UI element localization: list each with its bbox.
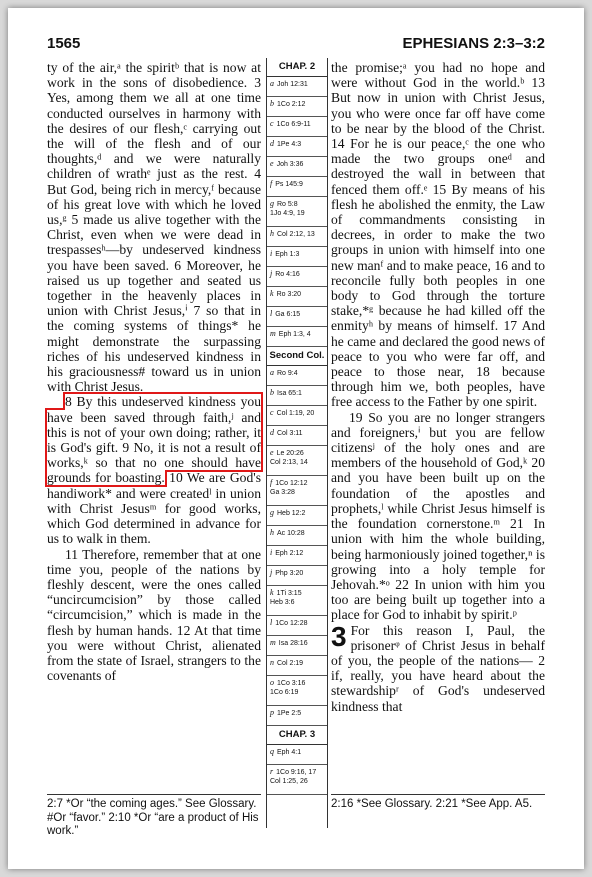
xref-item[interactable] — [267, 706, 327, 726]
xref-reference: Php 3:20 — [275, 570, 304, 577]
xref-letter: j — [270, 568, 273, 577]
xref-letter: m — [270, 638, 276, 647]
xref-item[interactable] — [267, 566, 327, 586]
xref-reference: Isa 28:16 — [278, 640, 308, 647]
bible-page — [8, 8, 584, 869]
xref-item[interactable] — [267, 676, 327, 706]
xref-item[interactable] — [267, 476, 327, 506]
xref-letter: d — [270, 139, 274, 148]
book-chapter-reference: EPHESIANS 2:3–3:2 — [402, 35, 545, 52]
highlighted-passage[interactable]: 8 By this undeserved kindness you have been saved through faith,ʲ and this is not of your own doing; rather, it is God's gift. 9 No, it is not a result of works,ᵏ so that no one should have grounds for boasting. — [47, 394, 261, 486]
footnote-right: 2:16 *See Glossary. 2:21 *See App. A5. — [331, 794, 545, 812]
left-text-column — [47, 60, 261, 683]
xref-reference: Joh 12:31 — [277, 81, 308, 88]
xref-item[interactable] — [267, 745, 327, 765]
xref-reference: Eph 2:12 — [275, 550, 304, 557]
paragraph: 19 So you are no longer strangers and foreigners,ⁱ but you are fellow citizensʲ of the holy ones and are members of the household of God,ᵏ 20 and you have been built up on the foundation of the apostles and prophets,ˡ while Christ Jesus himself is the foundation cornerstone.ᵐ 21 In union with him the whole building, being harmoniously joined together,ⁿ is growing into a holy temple for Jehovah.*ᵒ 22 In union with him you too are being built up together into a place for God to inhabit by spirit.ᵖ — [331, 409, 545, 623]
xref-reference: 1Pe 4:3 — [277, 141, 302, 148]
xref-reference: Col 2:19 — [277, 660, 304, 667]
xref-reference: 1Co 9:16, 17 Col 1:25, 26 — [270, 769, 317, 785]
xref-letter: b — [270, 388, 274, 397]
paragraph: 11 Therefore, remember that at one time you, people of the nations by fleshly descent, were the ones called “uncircumcision” by those called “circumcision,” which is made in the flesh by human hands. 12 At that time you were without Christ, alienated from the state of Israel, strangers to the covenants of — [47, 546, 261, 684]
xref-reference: Ro 5:8 1Jo 4:9, 19 — [270, 201, 305, 217]
xref-letter: e — [270, 159, 274, 168]
xref-reference: 1Ti 3:15 Heb 3:6 — [270, 590, 302, 606]
xref-reference: 1Co 2:12 — [277, 101, 306, 108]
xref-reference: Heb 12:2 — [277, 510, 306, 517]
xref-item[interactable] — [267, 287, 327, 307]
xref-reference: Joh 3:36 — [276, 161, 304, 168]
xref-item[interactable] — [267, 616, 327, 636]
xref-list-chap3 — [267, 745, 327, 795]
xref-letter: k — [270, 588, 274, 597]
xref-item[interactable] — [267, 656, 327, 676]
xref-reference: Ps 145:9 — [275, 181, 303, 188]
xref-item[interactable] — [267, 446, 327, 476]
xref-letter: a — [270, 79, 274, 88]
xref-reference: 1Pe 2:5 — [277, 710, 302, 717]
xref-item[interactable] — [267, 307, 327, 327]
xref-item[interactable] — [267, 267, 327, 287]
xref-item[interactable] — [267, 117, 327, 137]
xref-letter: k — [270, 289, 274, 298]
xref-item[interactable] — [267, 586, 327, 616]
paragraph: the promise;ᵃ you had no hope and were without God in the world.ᵇ 13 But now in union with Christ Jesus, you who were once far off have come to be near by the blood of the Christ. 14 For he is our peace,ᶜ the one who made the two groups oneᵈ and destroyed the wall in between that fenced them off.ᵉ 15 By means of his flesh he abolished the enmity, the Law of commandments consisting in decrees, in order to make the two groups in union with himself into one new manᶠ and to make peace, 16 and to reconcile fully both peoples in one body to God through the torture stake,*ᵍ because he had killed off the enmityʰ by means of himself. 17 And he came and declared the good news of peace to you who were far off, and peace to those near, 18 because through him we, both peoples, have free access to the Father by one spirit. — [331, 60, 546, 410]
xref-reference: 1Co 12:12 Ga 3:28 — [270, 480, 308, 496]
xref-letter: r — [270, 767, 274, 776]
xref-letter: g — [270, 508, 274, 517]
xref-item[interactable] — [267, 177, 327, 197]
xref-reference: Eph 4:1 — [277, 749, 302, 756]
xref-reference: Ga 6:15 — [275, 311, 301, 318]
xref-letter: f — [270, 478, 273, 487]
xref-item[interactable] — [267, 526, 327, 546]
xref-item[interactable] — [267, 137, 327, 157]
xref-letter: n — [270, 658, 274, 667]
xref-item[interactable] — [267, 386, 327, 406]
xref-item[interactable] — [267, 327, 327, 347]
xref-item[interactable] — [267, 406, 327, 426]
paragraph — [47, 394, 261, 546]
xref-letter: c — [270, 408, 274, 417]
xref-letter: e — [270, 448, 274, 457]
xref-letter: o — [270, 678, 274, 687]
xref-reference: Ac 10:28 — [277, 530, 305, 537]
chapter-number: 3 — [331, 620, 347, 652]
xref-letter: m — [270, 329, 276, 338]
xref-item[interactable] — [267, 546, 327, 566]
xref-reference: Ro 4:16 — [275, 271, 300, 278]
xref-reference: 1Co 12:28 — [275, 620, 308, 627]
xref-item[interactable] — [267, 765, 327, 795]
xref-letter: p — [270, 708, 274, 717]
xref-letter: a — [270, 368, 274, 377]
paragraph — [331, 620, 545, 714]
xref-letter: q — [270, 747, 274, 756]
xref-reference: 1Co 6:9-11 — [276, 121, 311, 128]
xref-reference: Col 2:12, 13 — [277, 231, 315, 238]
xref-item[interactable] — [267, 366, 327, 386]
xref-letter: d — [270, 428, 274, 437]
xref-reference: Le 20:26 Col 2:13, 14 — [270, 450, 308, 466]
xref-reference: Ro 3:20 — [276, 291, 302, 298]
xref-letter: g — [270, 199, 274, 208]
xref-item[interactable] — [267, 636, 327, 656]
xref-item[interactable] — [267, 227, 327, 247]
xref-heading-second-col: Second Col. — [267, 347, 327, 366]
xref-reference: Isa 65:1 — [277, 390, 302, 397]
xref-letter: j — [270, 269, 273, 278]
xref-reference: 1Co 3:16 1Co 6:19 — [270, 680, 306, 696]
xref-item[interactable] — [267, 77, 327, 97]
cross-reference-column — [266, 58, 328, 828]
xref-reference: Col 3:11 — [277, 430, 303, 437]
xref-heading-chap3: CHAP. 3 — [267, 726, 327, 745]
paragraph: ty of the air,ᵃ the spiritᵇ that is now at work in the sons of disobedience. 3 Yes, among them we all at one time conducted ourselves in harmony with the desires of our flesh,ᶜ carrying out the will of the flesh and of our thoughts,ᵈ and we were naturally children of wrathᵉ just as the rest. 4 But God, being rich in mercy,ᶠ because of his great love with which he loved us,ᵍ 5 made us alive together with the Christ, even when we were dead in trespassesʰ—by undeserved kindness you have been saved. 6 Moreover, he raised us up together and seated us together in the heavenly places in union with Christ Jesus,ⁱ 7 so that in the coming systems of things* he might demonstrate the surpassing riches of his undeserved kindness in his graciousness# toward us in union with Christ Jesus. — [47, 60, 261, 395]
xref-letter: i — [270, 548, 273, 557]
xref-reference: Col 1:19, 20 — [276, 410, 315, 417]
xref-list-chap2 — [267, 77, 327, 347]
xref-list-second-col — [267, 366, 327, 726]
xref-letter: b — [270, 99, 274, 108]
page-number: 1565 — [47, 35, 81, 52]
xref-letter: h — [270, 528, 274, 537]
right-text-column — [331, 60, 545, 714]
xref-letter: l — [270, 618, 273, 627]
xref-letter: h — [270, 229, 274, 238]
xref-letter: l — [270, 309, 273, 318]
passage-continuation: 10 We are God's handiwork* and were createdˡ in union with Christ Jesusᵐ for good works, which God determined in advance for us to walk in them. — [47, 470, 262, 547]
xref-item[interactable] — [267, 197, 327, 227]
xref-item[interactable] — [267, 97, 327, 117]
footnote-left: 2:7 *Or “the coming ages.” See Glossary. #Or “favor.” 2:10 *Or “are a product of His work.” — [47, 794, 261, 839]
xref-reference: Eph 1:3 — [275, 251, 300, 258]
xref-item[interactable] — [267, 506, 327, 526]
xref-letter: c — [270, 119, 274, 128]
xref-item[interactable] — [267, 426, 327, 446]
xref-item[interactable] — [267, 247, 327, 267]
xref-reference: Eph 1:3, 4 — [278, 331, 311, 338]
chapter-opening-text: For this reason I, Paul, the prisonerᵠ of Christ Jesus in behalf of you, the people of the nations— 2 if, really, you have heard about the stewardshipʳ of God's undeserved kindness that — [331, 622, 545, 714]
xref-letter: f — [270, 179, 273, 188]
xref-letter: i — [270, 249, 273, 258]
xref-item[interactable] — [267, 157, 327, 177]
xref-reference: Ro 9:4 — [277, 370, 298, 377]
xref-heading-chap2: CHAP. 2 — [267, 58, 327, 77]
